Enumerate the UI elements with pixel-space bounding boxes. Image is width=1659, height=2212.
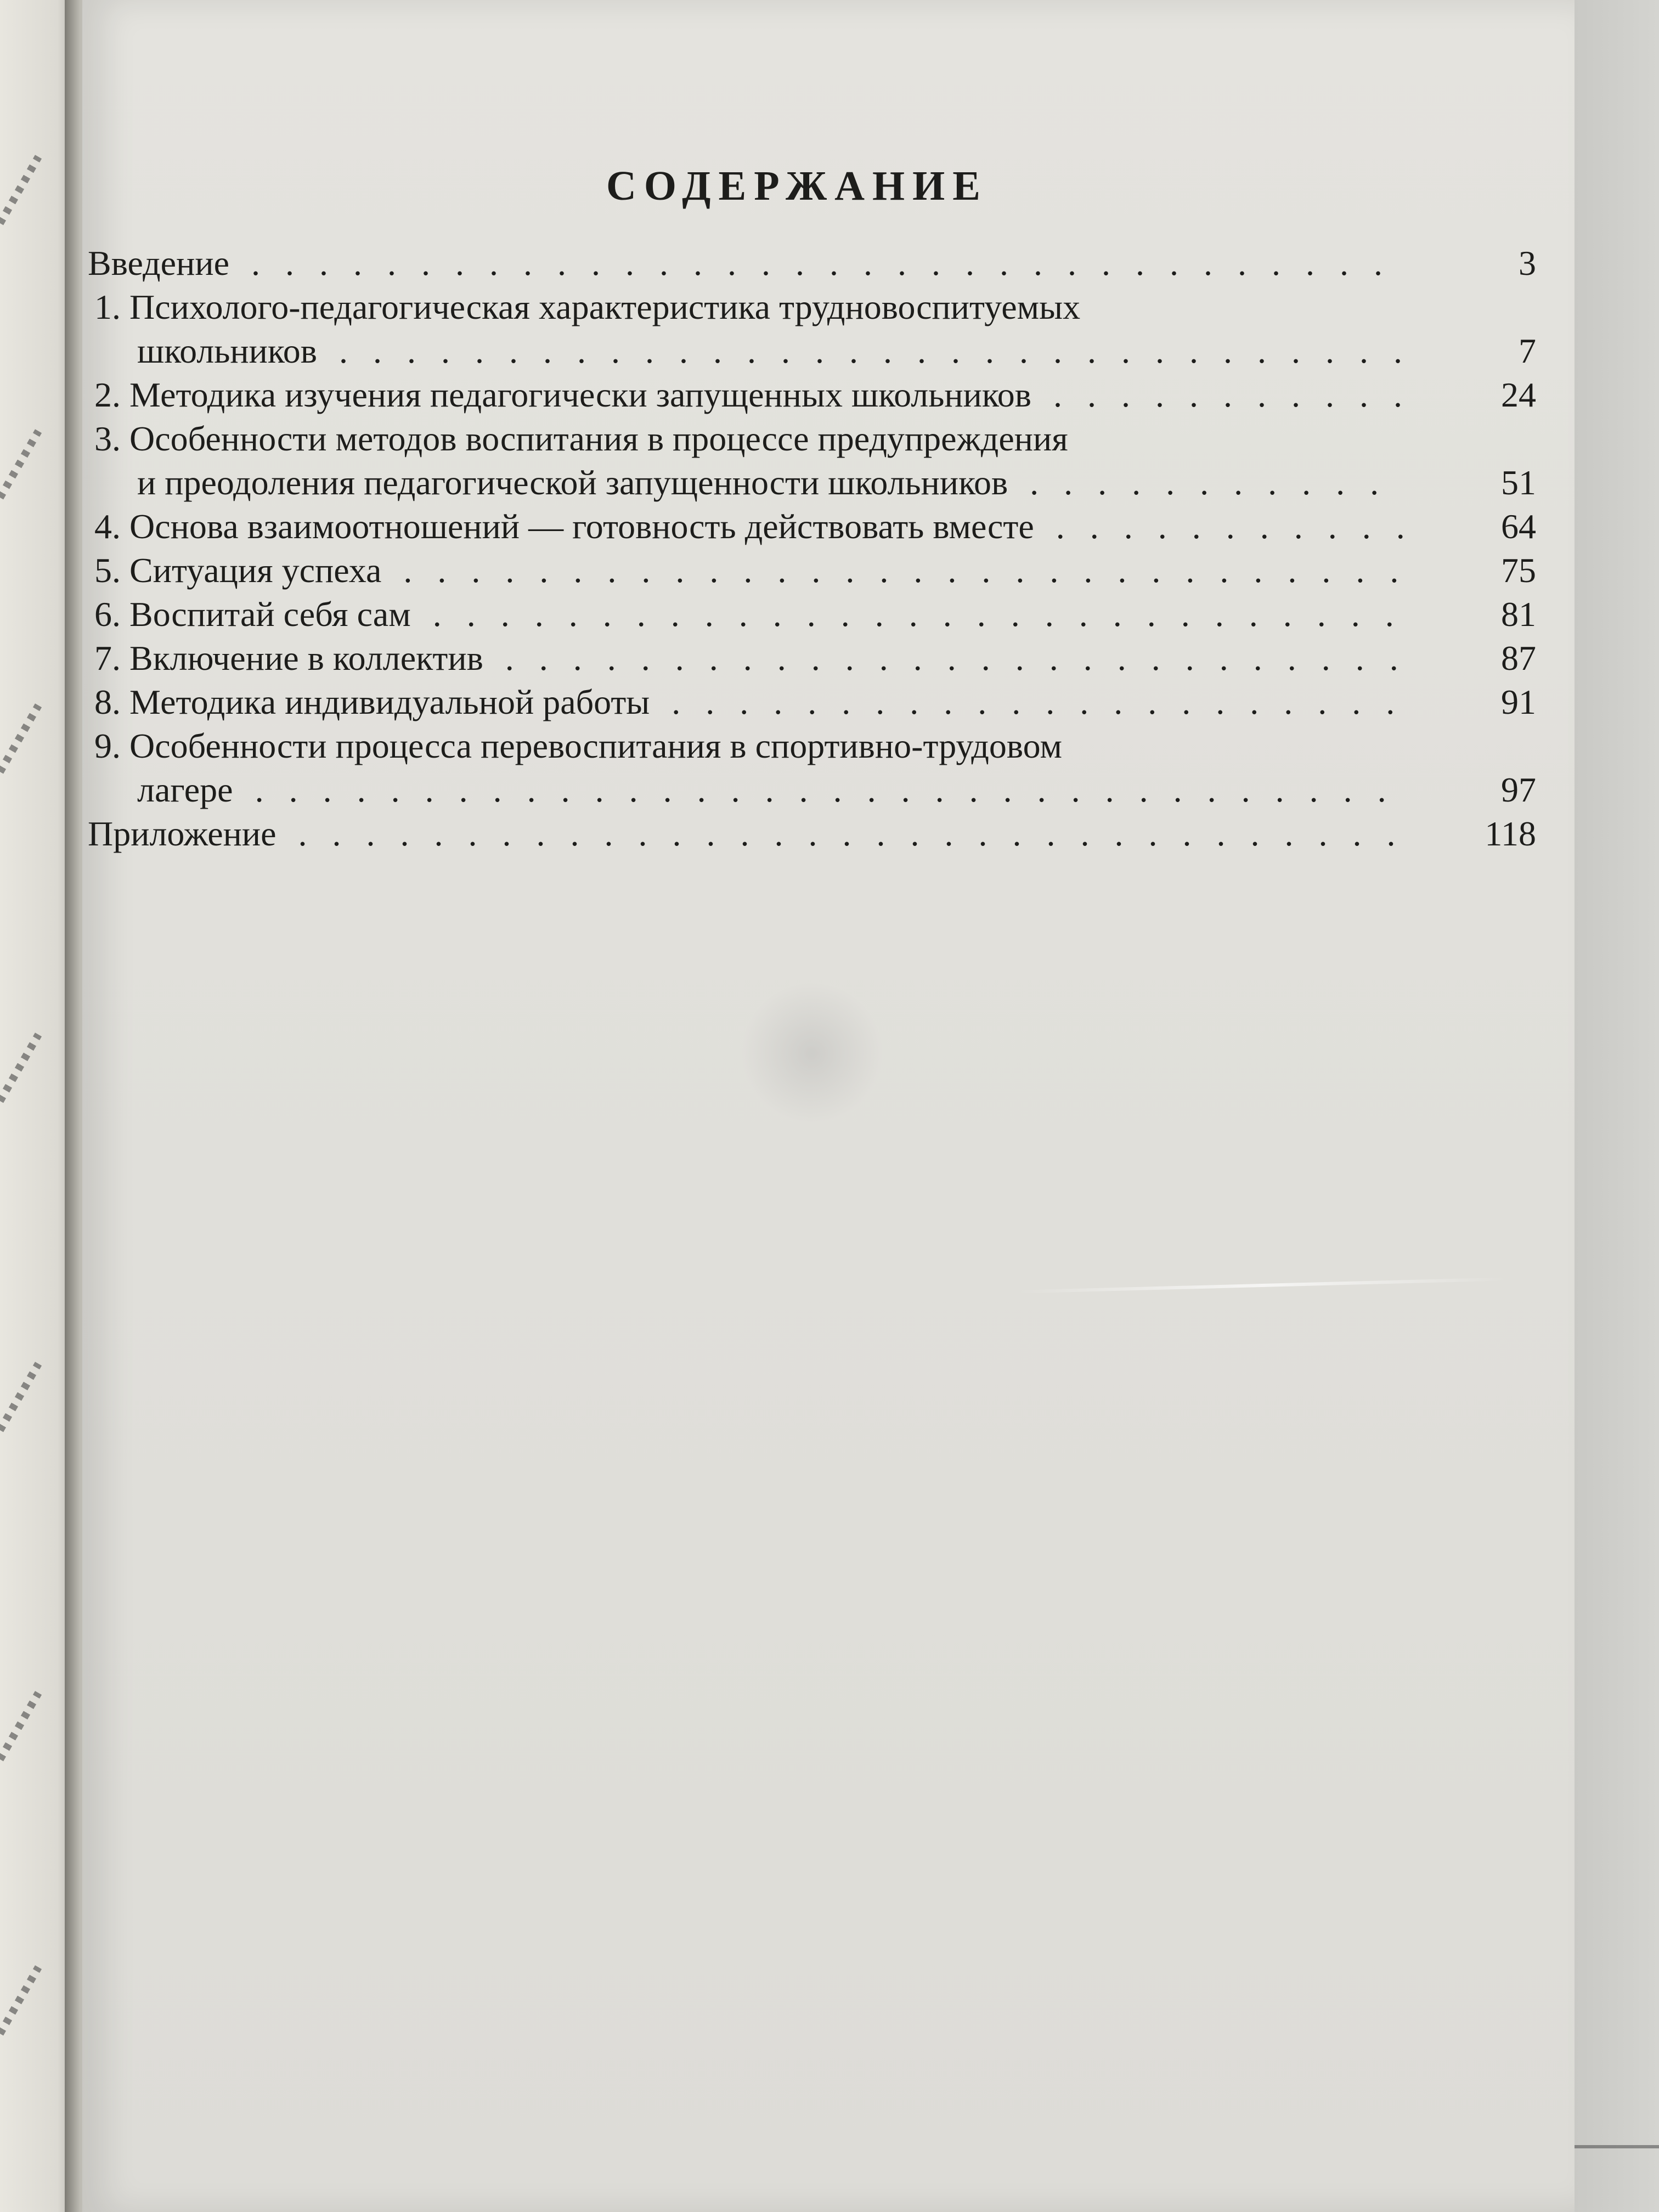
- toc-entry-line: [88, 768, 1547, 812]
- toc-leader-dots: ......................: [672, 682, 1420, 721]
- toc-entry-title: 7. Включение в коллектив: [94, 639, 483, 678]
- facing-page-text-fragment: [0, 1691, 42, 1761]
- toc-leader-dots: ...........: [1053, 375, 1427, 414]
- facing-page-text-fragment: [0, 1965, 42, 2035]
- toc-leader-dots: ...........: [1030, 463, 1404, 502]
- facing-page-text-fragment: [0, 1032, 42, 1103]
- toc-leader-dots: ..............................: [403, 551, 1424, 590]
- facing-page-text-fragment: [0, 1362, 42, 1432]
- toc-entry-line: [88, 505, 1547, 549]
- toc-leader-dots: ...........: [1056, 507, 1430, 546]
- toc-entry-title: 6. Воспитай себя сам: [94, 595, 411, 634]
- toc-entry-line: [88, 329, 1547, 373]
- toc-entry-line: [88, 461, 1547, 505]
- facing-page-text-fragment: [0, 429, 42, 499]
- page-title: СОДЕРЖАНИЕ: [606, 163, 988, 209]
- toc-page-number: 75: [1501, 551, 1536, 590]
- toc-page-number: 3: [1519, 244, 1536, 283]
- toc-entry-title: 5. Ситуация успеха: [94, 551, 382, 590]
- toc-entry-title: 3. Особенности методов воспитания в процессе предупреждения: [94, 419, 1068, 458]
- toc-leader-dots: ..................................: [251, 244, 1408, 283]
- toc-entry-title: 8. Методика индивидуальной работы: [94, 682, 650, 721]
- toc-page-number: 91: [1501, 682, 1536, 721]
- toc-entry-title: 2. Методика изучения педагогически запущенных школьников: [94, 375, 1031, 414]
- toc-page-number: 51: [1501, 463, 1536, 502]
- toc-leader-dots: ...........................: [505, 639, 1424, 678]
- toc-entry-line: [88, 417, 1547, 461]
- facing-page-text-fragment: [0, 703, 42, 774]
- toc-entry-title: 4. Основа взаимоотношений — готовность действовать вместе: [94, 507, 1034, 546]
- page-crease: [1015, 1277, 1509, 1294]
- page-stain: [741, 982, 883, 1125]
- toc-entry-line: [88, 373, 1547, 417]
- toc-page-number: 87: [1501, 639, 1536, 678]
- toc-entry-line: [88, 241, 1547, 285]
- toc-entry-line: [88, 592, 1547, 636]
- toc-leader-dots: .............................: [432, 595, 1419, 634]
- toc-entry-title: школьников: [137, 331, 317, 370]
- toc-page-number: 64: [1501, 507, 1536, 546]
- toc-leader-dots: ................................: [338, 331, 1427, 370]
- toc-entry-title: лагере: [137, 770, 233, 809]
- toc-entry-line: [88, 812, 1547, 856]
- toc-entry-line: [88, 724, 1547, 768]
- toc-entry-title: Приложение: [88, 814, 276, 853]
- toc-page-number: 118: [1485, 814, 1536, 853]
- toc-entry-title: и преодоления педагогической запущенности школьников: [137, 463, 1008, 502]
- toc-leader-dots: ..................................: [255, 770, 1412, 809]
- toc-page-number: 7: [1519, 331, 1536, 370]
- toc-entry-line: [88, 636, 1547, 680]
- toc-page-number: 81: [1501, 595, 1536, 634]
- toc-page-number: 97: [1501, 770, 1536, 809]
- toc-entry-title: 1. Психолого-педагогическая характеристика трудновоспитуемых: [94, 287, 1081, 326]
- toc-entry-line: [88, 680, 1547, 724]
- facing-page-text-fragment: [0, 155, 42, 225]
- toc-page-number: 24: [1501, 375, 1536, 414]
- table-surface: [1575, 0, 1659, 2212]
- toc-entry-line: [88, 285, 1547, 329]
- toc-entry-line: [88, 549, 1547, 592]
- toc-leader-dots: .................................: [298, 814, 1421, 853]
- toc-entry-title: 9. Особенности процесса перевоспитания в спортивно-трудовом: [94, 726, 1062, 765]
- table-edge-line: [1575, 2145, 1659, 2148]
- toc-entry-title: Введение: [88, 244, 229, 283]
